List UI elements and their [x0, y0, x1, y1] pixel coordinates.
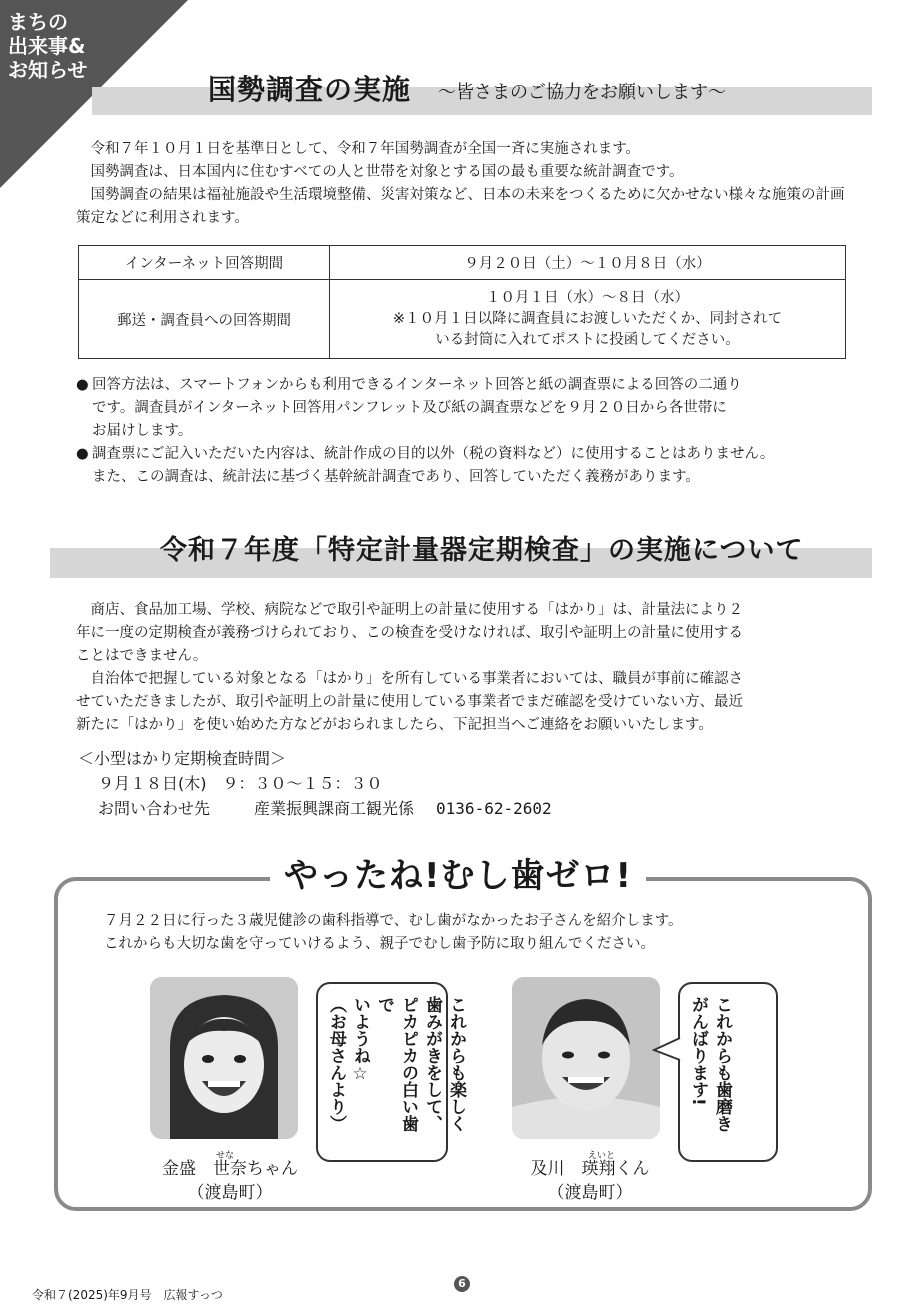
census-intro — [76, 138, 856, 230]
bullet-text: です。調査員がインターネット回答用パンフレット及び紙の調査票などを９月２０日から各世帯に — [92, 400, 727, 416]
bubble-text — [318, 984, 474, 1160]
census-paragraph: 国勢調査の結果は福祉施設や生活環境整備、災害対策など、日本の未来をつくるために欠かせない様々な施策の計画策定などに利用されます。 — [76, 187, 845, 226]
child-caption — [500, 1157, 680, 1205]
corner-line: お知らせ — [8, 58, 88, 82]
bullet-text: お届けします。 — [92, 423, 193, 439]
inspection-line: 自治体で把握している対象となる「はかり」を所有している事業者においては、職員が事前に確認さ — [76, 671, 743, 687]
bubble-line: これからも歯磨き — [712, 996, 732, 1132]
intro-line: ７月２２日に行った３歳児健診の歯科指導で、むし歯がなかったお子さんを紹介します。 — [104, 913, 683, 929]
footer-issue: 令和７(2025)年9月号 広報すっつ — [32, 1288, 223, 1302]
inspection-schedule — [78, 746, 552, 821]
name-ruby: せな — [216, 1151, 235, 1161]
table-row — [79, 246, 846, 280]
bullet-icon: ● — [76, 377, 89, 393]
speech-bubble — [678, 982, 778, 1162]
mail-period-note: ※１０月１日以降に調査員にお渡しいただくか、同封されて — [392, 310, 783, 327]
inspection-title: 令和７年度「特定計量器定期検査」の実施について — [160, 535, 804, 566]
mail-period-note: いる封筒に入れてポストに投函してください。 — [435, 331, 740, 348]
census-paragraph: 令和７年１０月１日を基準日として、令和７年国勢調査が全国一斉に実施されます。 — [90, 141, 641, 157]
corner-line: 出来事& — [8, 34, 86, 58]
schedule-heading: ＜小型はかり定期検査時間＞ — [78, 749, 287, 768]
inspection-line: 商店、食品加工場、学校、病院などで取引や証明上の計量に使用する「はかり」は、計量法により２ — [76, 602, 743, 618]
census-title: 国勢調査の実施 — [208, 73, 412, 106]
page-number: 6 — [454, 1276, 470, 1292]
internet-period-label: インターネット回答期間 — [79, 246, 330, 280]
child-town: （渡島町） — [547, 1183, 633, 1203]
bullet-text: また、この調査は、統計法に基づく基幹統計調査であり、回答していただく義務があります。 — [92, 469, 700, 485]
child-name: 及川 瑛翔くん — [530, 1159, 650, 1179]
table-row — [79, 280, 846, 359]
inspection-line: 新たに「はかり」を使い始めた方などがおられましたら、下記担当へご連絡をお願いいたします。 — [76, 717, 713, 733]
mail-period-dates: １０月１日（水）～８日（水） — [486, 289, 689, 306]
inspection-line: せていただきましたが、取引や証明上の計量に使用している事業者でまだ確認を受けていない方、最近 — [76, 694, 743, 710]
bubble-line: 歯みがきをして、 — [422, 996, 442, 1132]
corner-section-label — [8, 10, 87, 82]
speech-bubble-tail — [652, 1036, 682, 1064]
cavity-free-title: やったね!むし歯ゼロ! — [270, 848, 646, 897]
bubble-text — [680, 984, 740, 1160]
bubble-line: ピカピカの白い歯で — [374, 996, 418, 1132]
mail-period-value — [330, 280, 846, 359]
inspection-line: 年に一度の定期検査が義務づけられており、この検査を受けなければ、取引や証明上の計量に使用する — [76, 625, 743, 641]
contact-info — [78, 796, 552, 821]
cavity-free-intro — [104, 910, 683, 956]
intro-line: これからも大切な歯を守っていけるよう、親子でむし歯予防に取り組んでください。 — [104, 936, 655, 952]
answer-period-table — [78, 245, 846, 359]
bullet-text: 回答方法は、スマートフォンからも利用できるインターネット回答と紙の調査票による回答の二通り — [92, 377, 742, 393]
mail-period-label: 郵送・調査員への回答期間 — [79, 280, 330, 359]
bubble-line: これからも楽しく — [446, 996, 466, 1132]
bullet-text: 調査票にご記入いただいた内容は、統計作成の目的以外（税の資料など）に使用することはありません。 — [92, 446, 775, 462]
child-portrait-image — [512, 977, 660, 1139]
child-caption — [140, 1157, 320, 1205]
census-notes — [76, 374, 860, 489]
name-ruby: えいと — [588, 1151, 616, 1161]
corner-line: まちの — [8, 10, 68, 34]
contact-phone: 0136-62-2602 — [436, 799, 552, 818]
census-paragraph: 国勢調査は、日本国内に住むすべての人と世帯を対象とする国の最も重要な統計調査です。 — [90, 164, 684, 180]
contact-label: お問い合わせ先 — [98, 799, 211, 818]
bubble-line: （お母さんより） — [326, 996, 346, 1132]
schedule-date: ９月１８日(木) ９：３０～１５：３０ — [98, 774, 383, 793]
bullet-icon: ● — [76, 446, 89, 462]
child-photo — [512, 977, 660, 1139]
inspection-body — [76, 599, 860, 737]
inspection-line: ことはできません。 — [76, 648, 208, 664]
child-name: 金盛 世奈ちゃん — [162, 1159, 298, 1179]
speech-bubble — [316, 982, 466, 1162]
list-item — [76, 374, 860, 443]
internet-period-value: ９月２０日（土）～１０月８日（水） — [330, 246, 846, 280]
child-portrait-image — [150, 977, 298, 1139]
bubble-line: がんばります! — [688, 996, 708, 1106]
contact-department: 産業振興課商工観光係 — [254, 799, 415, 818]
census-subtitle: ～皆さまのご協力をお願いします～ — [438, 82, 726, 103]
child-town: （渡島町） — [187, 1183, 273, 1203]
child-photo — [150, 977, 298, 1139]
list-item — [76, 443, 860, 489]
bubble-line: いようね☆ — [350, 996, 370, 1084]
